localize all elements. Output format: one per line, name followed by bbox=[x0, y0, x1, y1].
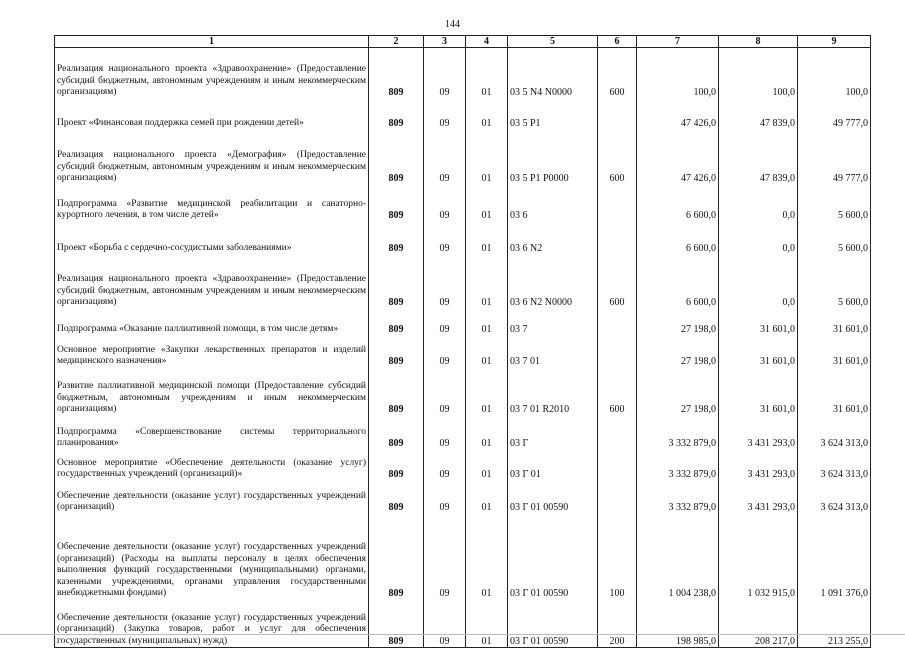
amount-col9: 3 624 313,0 bbox=[798, 416, 871, 450]
column-header: 8 bbox=[719, 36, 798, 48]
subsection-code: 01 bbox=[466, 130, 508, 185]
row-description: Обеспечение деятельности (оказание услуг) государственных учреждений (организаций) bbox=[55, 481, 369, 514]
gov-code: 809 bbox=[369, 336, 424, 368]
target-article: 03 Г 01 00590 bbox=[508, 481, 598, 514]
amount-col7: 198 985,0 bbox=[637, 600, 719, 648]
amount-col9: 49 777,0 bbox=[798, 99, 871, 130]
column-header: 4 bbox=[466, 36, 508, 48]
page-number: 144 bbox=[445, 19, 460, 30]
budget-table bbox=[54, 35, 871, 648]
amount-col8: 47 839,0 bbox=[719, 99, 798, 130]
expense-type bbox=[598, 450, 637, 481]
amount-col7: 6 600,0 bbox=[637, 185, 719, 222]
subsection-code: 01 bbox=[466, 416, 508, 450]
amount-col8: 31 601,0 bbox=[719, 309, 798, 336]
amount-col7: 6 600,0 bbox=[637, 222, 719, 255]
gov-code: 809 bbox=[369, 185, 424, 222]
gov-code: 809 bbox=[369, 255, 424, 309]
target-article: 03 5 P1 bbox=[508, 99, 598, 130]
subsection-code: 01 bbox=[466, 48, 508, 99]
amount-col8: 208 217,0 bbox=[719, 600, 798, 648]
table-row bbox=[55, 130, 871, 185]
expense-type bbox=[598, 416, 637, 450]
amount-col7: 27 198,0 bbox=[637, 336, 719, 368]
row-description: Развитие паллиативной медицинской помощи (Предоставление субсидий бюджетным, автономным учреждениям и иным некоммерческим организациям) bbox=[55, 368, 369, 416]
section-code: 09 bbox=[424, 130, 466, 185]
amount-col8: 100,0 bbox=[719, 48, 798, 99]
page-bottom-rule bbox=[0, 634, 905, 635]
column-header: 2 bbox=[369, 36, 424, 48]
amount-col7: 100,0 bbox=[637, 48, 719, 99]
gov-code: 809 bbox=[369, 222, 424, 255]
expense-type: 600 bbox=[598, 48, 637, 99]
gov-code: 809 bbox=[369, 130, 424, 185]
row-description: Обеспечение деятельности (оказание услуг) государственных учреждений (организаций) (Расходы на выплаты персоналу в целях обеспечения выполнения функций государственными (муниципальными) органами, казенными учреждениями, органами управления государственными внебюджетными фондами) bbox=[55, 514, 369, 600]
amount-col9: 213 255,0 bbox=[798, 600, 871, 648]
amount-col9: 31 601,0 bbox=[798, 336, 871, 368]
amount-col9: 49 777,0 bbox=[798, 130, 871, 185]
amount-col9: 3 624 313,0 bbox=[798, 450, 871, 481]
expense-type bbox=[598, 222, 637, 255]
subsection-code: 01 bbox=[466, 600, 508, 648]
expense-type bbox=[598, 336, 637, 368]
subsection-code: 01 bbox=[466, 185, 508, 222]
amount-col8: 0,0 bbox=[719, 255, 798, 309]
table-row bbox=[55, 255, 871, 309]
amount-col7: 47 426,0 bbox=[637, 130, 719, 185]
section-code: 09 bbox=[424, 481, 466, 514]
section-code: 09 bbox=[424, 336, 466, 368]
column-header: 7 bbox=[637, 36, 719, 48]
amount-col9: 5 600,0 bbox=[798, 222, 871, 255]
gov-code: 809 bbox=[369, 481, 424, 514]
row-description: Основное мероприятие «Закупки лекарственных препаратов и изделий медицинского назначения» bbox=[55, 336, 369, 368]
subsection-code: 01 bbox=[466, 368, 508, 416]
amount-col7: 3 332 879,0 bbox=[637, 481, 719, 514]
target-article: 03 7 bbox=[508, 309, 598, 336]
table-row bbox=[55, 481, 871, 514]
amount-col8: 31 601,0 bbox=[719, 336, 798, 368]
row-description: Обеспечение деятельности (оказание услуг) государственных учреждений (организаций) (Закупка товаров, работ и услуг для обеспечения государственных (муниципальных) нужд) bbox=[55, 600, 369, 648]
row-description: Реализация национального проекта «Здравоохранение» (Предоставление субсидий бюджетным, автономным учреждениям и иным некоммерческим организациям) bbox=[55, 48, 369, 99]
subsection-code: 01 bbox=[466, 481, 508, 514]
section-code: 09 bbox=[424, 48, 466, 99]
gov-code: 809 bbox=[369, 514, 424, 600]
amount-col9: 100,0 bbox=[798, 48, 871, 99]
gov-code: 809 bbox=[369, 368, 424, 416]
row-description: Основное мероприятие «Обеспечение деятельности (оказание услуг) государственных учреждений (организаций)» bbox=[55, 450, 369, 481]
section-code: 09 bbox=[424, 514, 466, 600]
subsection-code: 01 bbox=[466, 336, 508, 368]
amount-col7: 3 332 879,0 bbox=[637, 416, 719, 450]
section-code: 09 bbox=[424, 368, 466, 416]
expense-type: 600 bbox=[598, 130, 637, 185]
expense-type bbox=[598, 99, 637, 130]
row-description: Проект «Борьба с сердечно-сосудистыми заболеваниями» bbox=[55, 222, 369, 255]
table-row bbox=[55, 185, 871, 222]
target-article: 03 Г 01 00590 bbox=[508, 514, 598, 600]
subsection-code: 01 bbox=[466, 255, 508, 309]
gov-code: 809 bbox=[369, 309, 424, 336]
row-description: Подпрограмма «Оказание паллиативной помощи, в том числе детям» bbox=[55, 309, 369, 336]
table-row bbox=[55, 336, 871, 368]
target-article: 03 5 P1 P0000 bbox=[508, 130, 598, 185]
row-description: Подпрограмма «Совершенствование системы территориального планирования» bbox=[55, 416, 369, 450]
amount-col9: 31 601,0 bbox=[798, 368, 871, 416]
gov-code: 809 bbox=[369, 600, 424, 648]
section-code: 09 bbox=[424, 309, 466, 336]
amount-col7: 27 198,0 bbox=[637, 368, 719, 416]
section-code: 09 bbox=[424, 222, 466, 255]
target-article: 03 6 N2 N0000 bbox=[508, 255, 598, 309]
table-row bbox=[55, 99, 871, 130]
gov-code: 809 bbox=[369, 450, 424, 481]
target-article: 03 Г 01 bbox=[508, 450, 598, 481]
column-header: 5 bbox=[508, 36, 598, 48]
expense-type bbox=[598, 309, 637, 336]
row-description: Подпрограмма «Развитие медицинской реабилитации и санаторно-курортного лечения, в том числе детей» bbox=[55, 185, 369, 222]
amount-col9: 5 600,0 bbox=[798, 185, 871, 222]
subsection-code: 01 bbox=[466, 309, 508, 336]
gov-code: 809 bbox=[369, 416, 424, 450]
amount-col8: 3 431 293,0 bbox=[719, 450, 798, 481]
amount-col7: 6 600,0 bbox=[637, 255, 719, 309]
expense-type: 600 bbox=[598, 255, 637, 309]
subsection-code: 01 bbox=[466, 222, 508, 255]
section-code: 09 bbox=[424, 255, 466, 309]
row-description: Проект «Финансовая поддержка семей при рождении детей» bbox=[55, 99, 369, 130]
amount-col7: 3 332 879,0 bbox=[637, 450, 719, 481]
table-row bbox=[55, 309, 871, 336]
amount-col9: 31 601,0 bbox=[798, 309, 871, 336]
amount-col7: 47 426,0 bbox=[637, 99, 719, 130]
column-header: 1 bbox=[55, 36, 369, 48]
amount-col8: 3 431 293,0 bbox=[719, 481, 798, 514]
table-row bbox=[55, 600, 871, 648]
expense-type bbox=[598, 481, 637, 514]
target-article: 03 Г 01 00590 bbox=[508, 600, 598, 648]
amount-col9: 5 600,0 bbox=[798, 255, 871, 309]
table-row bbox=[55, 222, 871, 255]
section-code: 09 bbox=[424, 416, 466, 450]
amount-col8: 0,0 bbox=[719, 185, 798, 222]
column-header: 3 bbox=[424, 36, 466, 48]
target-article: 03 6 N2 bbox=[508, 222, 598, 255]
table-row bbox=[55, 450, 871, 481]
expense-type bbox=[598, 185, 637, 222]
column-header: 9 bbox=[798, 36, 871, 48]
row-description: Реализация национального проекта «Здравоохранение» (Предоставление субсидий бюджетным, автономным учреждениям и иным некоммерческим организациям) bbox=[55, 255, 369, 309]
amount-col7: 1 004 238,0 bbox=[637, 514, 719, 600]
expense-type: 100 bbox=[598, 514, 637, 600]
target-article: 03 Г bbox=[508, 416, 598, 450]
amount-col9: 3 624 313,0 bbox=[798, 481, 871, 514]
expense-type: 600 bbox=[598, 368, 637, 416]
amount-col8: 31 601,0 bbox=[719, 368, 798, 416]
target-article: 03 7 01 bbox=[508, 336, 598, 368]
section-code: 09 bbox=[424, 99, 466, 130]
table-row bbox=[55, 416, 871, 450]
row-description: Реализация национального проекта «Демография» (Предоставление субсидий бюджетным, автономным учреждениям и иным некоммерческим организациям) bbox=[55, 130, 369, 185]
expense-type: 200 bbox=[598, 600, 637, 648]
section-code: 09 bbox=[424, 600, 466, 648]
subsection-code: 01 bbox=[466, 514, 508, 600]
gov-code: 809 bbox=[369, 48, 424, 99]
column-header: 6 bbox=[598, 36, 637, 48]
header-row bbox=[55, 36, 871, 48]
target-article: 03 6 bbox=[508, 185, 598, 222]
target-article: 03 5 N4 N0000 bbox=[508, 48, 598, 99]
gov-code: 809 bbox=[369, 99, 424, 130]
target-article: 03 7 01 R2010 bbox=[508, 368, 598, 416]
amount-col8: 47 839,0 bbox=[719, 130, 798, 185]
amount-col8: 3 431 293,0 bbox=[719, 416, 798, 450]
subsection-code: 01 bbox=[466, 450, 508, 481]
table-row bbox=[55, 48, 871, 99]
amount-col8: 0,0 bbox=[719, 222, 798, 255]
section-code: 09 bbox=[424, 450, 466, 481]
table-row bbox=[55, 368, 871, 416]
subsection-code: 01 bbox=[466, 99, 508, 130]
table-row bbox=[55, 514, 871, 600]
section-code: 09 bbox=[424, 185, 466, 222]
amount-col7: 27 198,0 bbox=[637, 309, 719, 336]
amount-col9: 1 091 376,0 bbox=[798, 514, 871, 600]
amount-col8: 1 032 915,0 bbox=[719, 514, 798, 600]
